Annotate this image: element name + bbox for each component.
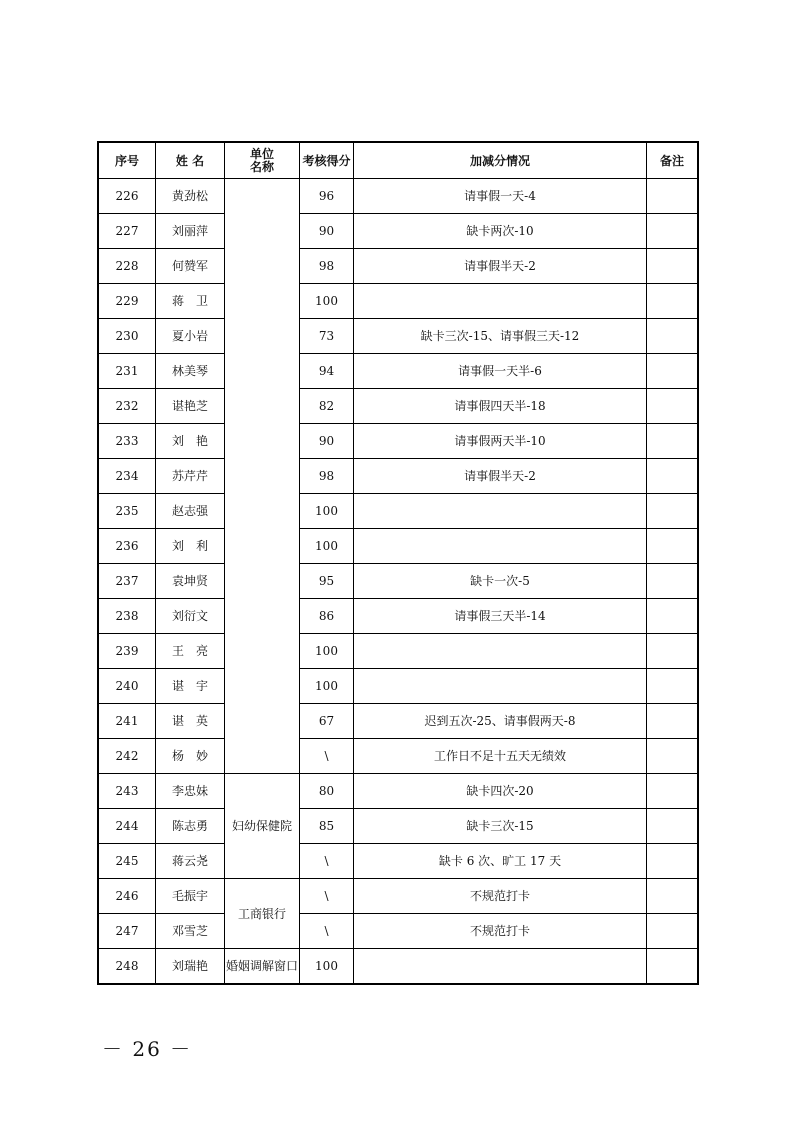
row-name: 何赞军: [156, 249, 225, 284]
row-name: 林美琴: [156, 354, 225, 389]
row-note: [647, 249, 699, 284]
row-detail: 请事假四天半-18: [354, 389, 647, 424]
row-seq: 236: [98, 529, 156, 564]
row-score: 100: [300, 634, 354, 669]
row-name: 王 亮: [156, 634, 225, 669]
row-seq: 231: [98, 354, 156, 389]
table-row: [98, 424, 698, 459]
row-name: 赵志强: [156, 494, 225, 529]
row-score: 67: [300, 704, 354, 739]
row-note: [647, 529, 699, 564]
row-seq: 229: [98, 284, 156, 319]
row-detail: 请事假三天半-14: [354, 599, 647, 634]
row-note: [647, 739, 699, 774]
row-name: 袁坤贤: [156, 564, 225, 599]
header-score: 考核得分: [300, 142, 354, 179]
row-score: 94: [300, 354, 354, 389]
table-row: [98, 214, 698, 249]
row-score: 73: [300, 319, 354, 354]
row-seq: 247: [98, 914, 156, 949]
row-score: 90: [300, 214, 354, 249]
row-detail: 缺卡两次-10: [354, 214, 647, 249]
row-seq: 242: [98, 739, 156, 774]
row-note: [647, 704, 699, 739]
row-detail: [354, 494, 647, 529]
row-seq: 230: [98, 319, 156, 354]
row-note: [647, 459, 699, 494]
row-note: [647, 214, 699, 249]
table-row: [98, 914, 698, 949]
row-note: [647, 494, 699, 529]
row-name: 毛振宇: [156, 879, 225, 914]
row-note: [647, 424, 699, 459]
row-detail: [354, 949, 647, 985]
table-body: [98, 179, 698, 985]
row-detail: 缺卡 6 次、旷工 17 天: [354, 844, 647, 879]
table-row: [98, 529, 698, 564]
row-score: 98: [300, 249, 354, 284]
row-note: [647, 809, 699, 844]
row-detail: 不规范打卡: [354, 879, 647, 914]
row-score: 100: [300, 669, 354, 704]
table-row: [98, 249, 698, 284]
row-name: 谌 宇: [156, 669, 225, 704]
row-note: [647, 879, 699, 914]
attendance-score-table: [97, 141, 699, 985]
table-row: [98, 319, 698, 354]
row-detail: 请事假一天-4: [354, 179, 647, 214]
row-score: 95: [300, 564, 354, 599]
header-seq: 序号: [98, 142, 156, 179]
row-unit: [225, 179, 300, 774]
header-note: 备注: [647, 142, 699, 179]
row-seq: 235: [98, 494, 156, 529]
row-name: 苏芹芹: [156, 459, 225, 494]
row-note: [647, 354, 699, 389]
table-row: [98, 774, 698, 809]
row-detail: 缺卡三次-15、请事假三天-12: [354, 319, 647, 354]
row-name: 蒋云尧: [156, 844, 225, 879]
row-detail: 迟到五次-25、请事假两天-8: [354, 704, 647, 739]
page-number: － 26 －: [102, 1037, 193, 1061]
row-note: [647, 949, 699, 985]
row-detail: [354, 634, 647, 669]
row-score: \: [300, 844, 354, 879]
row-score: 82: [300, 389, 354, 424]
row-seq: 232: [98, 389, 156, 424]
row-score: 90: [300, 424, 354, 459]
row-note: [647, 669, 699, 704]
row-name: 蒋 卫: [156, 284, 225, 319]
row-unit: 工商银行: [225, 879, 300, 949]
row-detail: [354, 284, 647, 319]
row-seq: 228: [98, 249, 156, 284]
row-seq: 226: [98, 179, 156, 214]
row-detail: 请事假一天半-6: [354, 354, 647, 389]
row-detail: [354, 529, 647, 564]
row-detail: 请事假半天-2: [354, 459, 647, 494]
row-note: [647, 284, 699, 319]
row-seq: 233: [98, 424, 156, 459]
row-score: \: [300, 914, 354, 949]
row-name: 刘 利: [156, 529, 225, 564]
row-name: 谌 英: [156, 704, 225, 739]
header-unit: 单位 名称: [225, 142, 300, 179]
row-seq: 237: [98, 564, 156, 599]
row-score: 100: [300, 949, 354, 985]
row-unit: 妇幼保健院: [225, 774, 300, 879]
row-score: 96: [300, 179, 354, 214]
table-row: [98, 739, 698, 774]
row-detail: 不规范打卡: [354, 914, 647, 949]
row-detail: 缺卡四次-20: [354, 774, 647, 809]
row-name: 邓雪芝: [156, 914, 225, 949]
row-detail: 缺卡三次-15: [354, 809, 647, 844]
row-seq: 227: [98, 214, 156, 249]
row-name: 刘 艳: [156, 424, 225, 459]
row-seq: 240: [98, 669, 156, 704]
table-row: [98, 494, 698, 529]
table-row: [98, 844, 698, 879]
table-header-row: [98, 142, 698, 179]
row-note: [647, 319, 699, 354]
row-seq: 248: [98, 949, 156, 985]
row-detail: 请事假两天半-10: [354, 424, 647, 459]
row-seq: 241: [98, 704, 156, 739]
table-row: [98, 879, 698, 914]
row-score: 80: [300, 774, 354, 809]
row-note: [647, 844, 699, 879]
table-row: [98, 389, 698, 424]
row-name: 夏小岩: [156, 319, 225, 354]
header-detail: 加减分情况: [354, 142, 647, 179]
table-row: [98, 669, 698, 704]
table-row: [98, 634, 698, 669]
row-score: 100: [300, 529, 354, 564]
row-score: 85: [300, 809, 354, 844]
row-note: [647, 389, 699, 424]
row-note: [647, 634, 699, 669]
row-name: 杨 妙: [156, 739, 225, 774]
header-name: 姓 名: [156, 142, 225, 179]
table-row: [98, 284, 698, 319]
table-row: [98, 179, 698, 214]
row-unit: 婚姻调解窗口: [225, 949, 300, 985]
row-seq: 238: [98, 599, 156, 634]
row-note: [647, 914, 699, 949]
row-detail: 请事假半天-2: [354, 249, 647, 284]
row-seq: 246: [98, 879, 156, 914]
row-score: \: [300, 739, 354, 774]
row-detail: 工作日不足十五天无绩效: [354, 739, 647, 774]
table-row: [98, 354, 698, 389]
row-note: [647, 564, 699, 599]
row-score: \: [300, 879, 354, 914]
row-name: 陈志勇: [156, 809, 225, 844]
row-detail: [354, 669, 647, 704]
table-row: [98, 949, 698, 985]
table-row: [98, 809, 698, 844]
row-score: 100: [300, 284, 354, 319]
table-row: [98, 704, 698, 739]
row-seq: 244: [98, 809, 156, 844]
row-note: [647, 774, 699, 809]
row-score: 86: [300, 599, 354, 634]
row-seq: 245: [98, 844, 156, 879]
row-detail: 缺卡一次-5: [354, 564, 647, 599]
table-row: [98, 459, 698, 494]
row-score: 98: [300, 459, 354, 494]
row-seq: 234: [98, 459, 156, 494]
row-note: [647, 599, 699, 634]
row-name: 刘衍文: [156, 599, 225, 634]
table-row: [98, 599, 698, 634]
row-seq: 239: [98, 634, 156, 669]
row-name: 谌艳芝: [156, 389, 225, 424]
table-row: [98, 564, 698, 599]
row-name: 李忠妹: [156, 774, 225, 809]
row-name: 刘瑞艳: [156, 949, 225, 985]
row-name: 黄劲松: [156, 179, 225, 214]
row-score: 100: [300, 494, 354, 529]
row-seq: 243: [98, 774, 156, 809]
row-note: [647, 179, 699, 214]
row-name: 刘丽萍: [156, 214, 225, 249]
